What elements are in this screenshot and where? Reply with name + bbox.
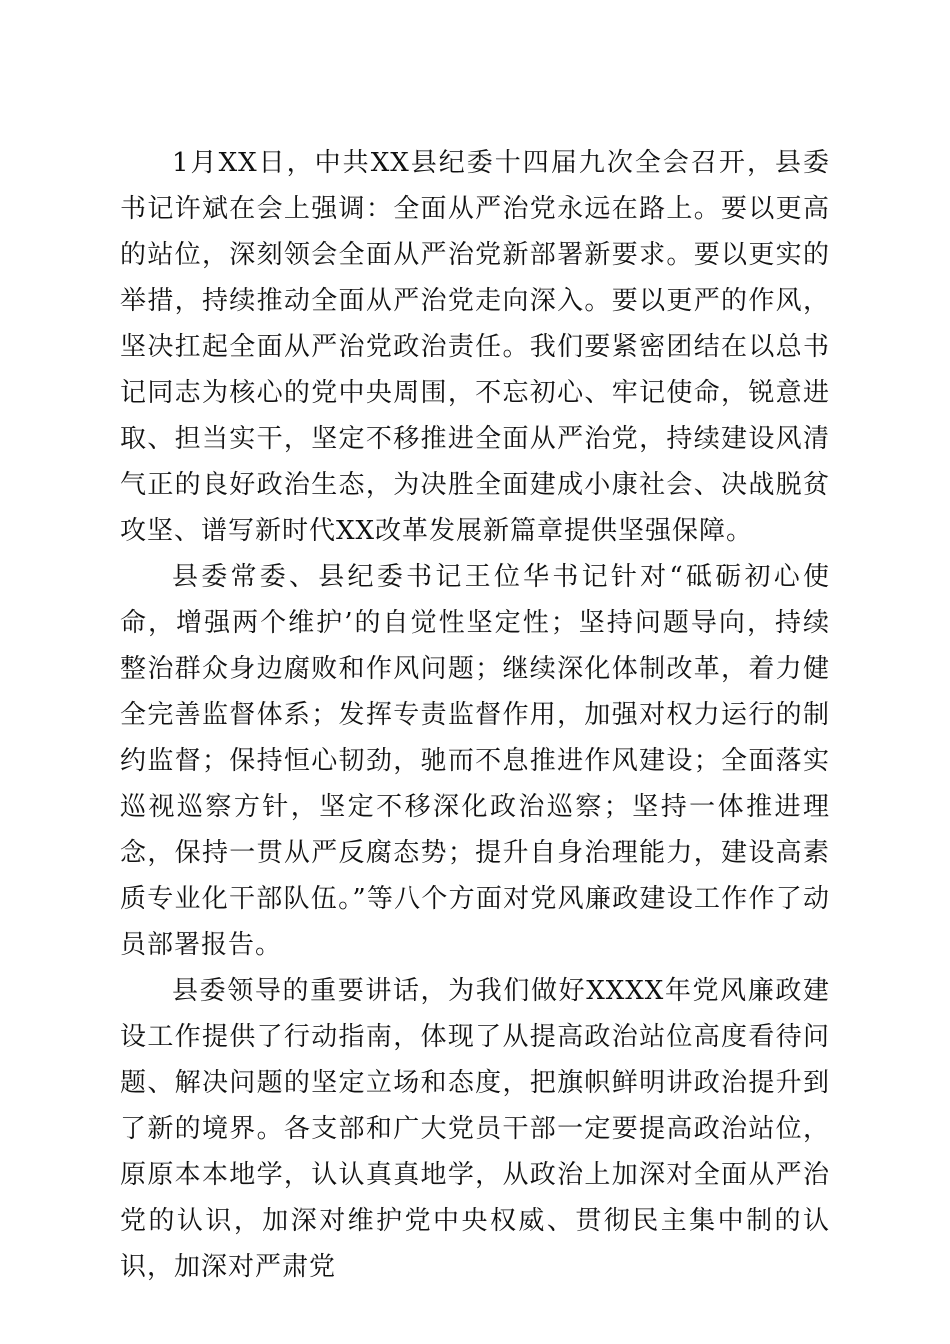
paragraph-2: 县委常委、县纪委书记王位华书记针对“砥砺初心使命，增强两个维护’的自觉性坚定性；坚持问题导向，持续整治群众身边腐败和作风问题；继续深化体制改革，着力健全完善监督体系；发挥专责监督作用，加强对权力运行的制约监督；保持恒心韧劲，驰而不息推进作风建设；全面落实巡视巡察方针，坚定不移深化政治巡察；坚持一体推进理念，保持一贯从严反腐态势；提升自身治理能力，建设高素质专业化干部队伍。”等八个方面对党风廉政建设工作作了动员部署报告。 — [120, 562, 830, 960]
document-body — [120, 140, 830, 1290]
paragraph-3: 县委领导的重要讲话，为我们做好XXXX年党风廉政建设工作提供了行动指南，体现了从提高政治站位高度看待问题、解决问题的坚定立场和态度，把旗帜鲜明讲政治提升到了新的境界。各支部和广大党员干部一定要提高政治站位，原原本本地学，认认真真地学，从政治上加深对全面从严治党的认识，加深对维护党中央权威、贯彻民主集中制的认识，加深对严肃党 — [120, 976, 830, 1282]
paragraph-1: 1月XX日，中共XX县纪委十四届九次全会召开，县委书记许斌在会上强调：全面从严治党永远在路上。要以更高的站位，深刻领会全面从严治党新部署新要求。要以更实的举措，持续推动全面从严治党走向深入。要以更严的作风，坚决扛起全面从严治党政治责任。我们要紧密团结在以总书记同志为核心的党中央周围，不忘初心、牢记使命，锐意进取、担当实干，坚定不移推进全面从严治党，持续建设风清气正的良好政治生态，为决胜全面建成小康社会、决战脱贫攻坚、谱写新时代XX改革发展新篇章提供坚强保障。 — [120, 148, 830, 546]
